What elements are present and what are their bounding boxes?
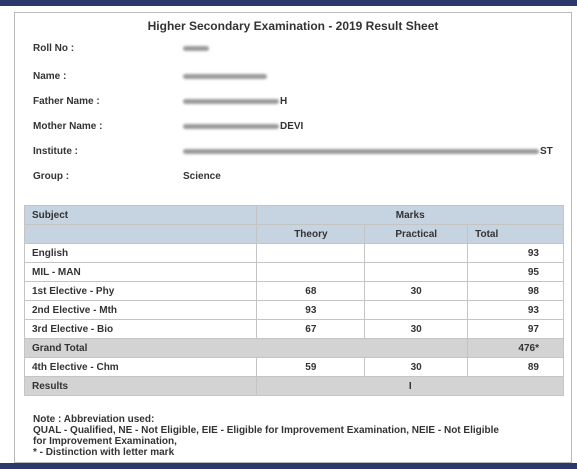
roll-no-row: [33, 43, 533, 57]
theory-cell: [257, 244, 365, 263]
group-value: Science: [183, 171, 221, 182]
table-row: [25, 320, 564, 339]
subject-cell: 4th Elective - Chm: [25, 358, 257, 377]
theory-cell: 59: [257, 358, 365, 377]
practical-cell: 30: [365, 282, 468, 301]
father-label: Father Name :: [33, 96, 100, 107]
subject-cell: 3rd Elective - Bio: [25, 320, 257, 339]
group-label: Group :: [33, 171, 70, 182]
theory-header: Theory: [257, 225, 365, 244]
mother-value: [183, 121, 303, 132]
note-line-1: Note : Abbreviation used:: [33, 414, 155, 425]
total-cell: 95: [468, 263, 564, 282]
marks-header: Marks: [257, 206, 564, 225]
grand-total-value: 476*: [468, 339, 564, 358]
subject-cell: 2nd Elective - Mth: [25, 301, 257, 320]
name-label: Name :: [33, 71, 67, 82]
group-row: [33, 171, 533, 185]
note-line-3: for Improvement Examination,: [33, 436, 177, 447]
top-frame-bar: [0, 0, 577, 6]
table-row: [25, 244, 564, 263]
institute-row: [33, 146, 563, 160]
father-row: [33, 96, 533, 110]
total-header: Total: [468, 225, 564, 244]
practical-cell: 30: [365, 358, 468, 377]
note-line-4: * - Distinction with letter mark: [33, 447, 175, 458]
father-value: [183, 96, 287, 107]
results-label: Results: [25, 377, 257, 396]
subject-cell: English: [25, 244, 257, 263]
theory-cell: 67: [257, 320, 365, 339]
mother-visible-suffix: DEVI: [280, 121, 304, 132]
bottom-frame-bar: [0, 463, 577, 469]
roll-no-label: Roll No :: [33, 43, 75, 54]
sheet-title: Higher Secondary Examination - 2019 Result Sheet: [147, 19, 439, 33]
total-cell: 93: [468, 244, 564, 263]
institute-visible-suffix: ST: [540, 146, 553, 157]
theory-cell: [257, 263, 365, 282]
results-row: [25, 377, 564, 396]
practical-cell: [365, 244, 468, 263]
grand-total-row: [25, 339, 564, 358]
subject-cell: MIL - MAN: [25, 263, 257, 282]
grand-total-label: Grand Total: [25, 339, 468, 358]
roll-no-value-redacted: [183, 43, 210, 54]
practical-cell: 30: [365, 320, 468, 339]
table-row: [25, 301, 564, 320]
subject-header-blank: [25, 225, 257, 244]
total-cell: 98: [468, 282, 564, 301]
name-row: [33, 71, 533, 85]
table-row: [25, 263, 564, 282]
mother-row: [33, 121, 533, 135]
results-value: I: [257, 377, 564, 396]
table-row: [25, 282, 564, 301]
theory-cell: 93: [257, 301, 365, 320]
father-visible-suffix: H: [280, 96, 288, 107]
table-subheader-row: [25, 225, 564, 244]
abbreviation-note: [33, 414, 563, 458]
mother-label: Mother Name :: [33, 121, 103, 132]
total-cell: 97: [468, 320, 564, 339]
practical-cell: [365, 301, 468, 320]
subject-header: Subject: [25, 206, 257, 225]
practical-cell: [365, 263, 468, 282]
total-cell: 93: [468, 301, 564, 320]
name-value-redacted: [183, 71, 268, 82]
institute-label: Institute :: [33, 146, 78, 157]
table-row: [25, 358, 564, 377]
institute-value: [183, 146, 553, 157]
result-sheet: [14, 12, 572, 463]
note-line-2: QUAL - Qualified, NE - Not Eligible, EIE - Eligible for Improvement Examination, NEIE - Not Eligible: [33, 425, 499, 436]
subject-cell: 1st Elective - Phy: [25, 282, 257, 301]
total-cell: 89: [468, 358, 564, 377]
theory-cell: 68: [257, 282, 365, 301]
practical-header: Practical: [365, 225, 468, 244]
table-header-row: [25, 206, 564, 225]
marks-table: [24, 205, 564, 396]
